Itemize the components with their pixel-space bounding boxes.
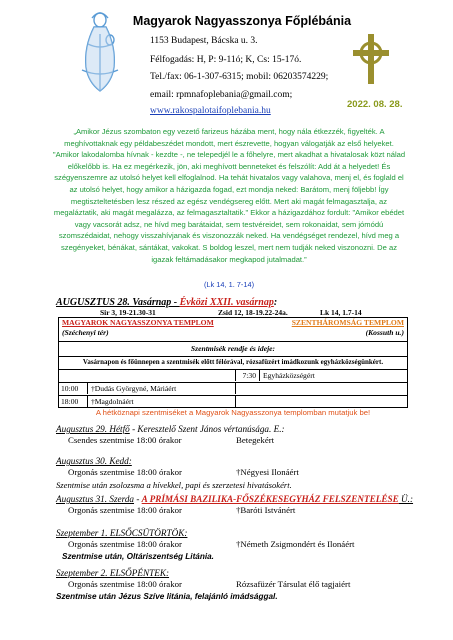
mass-row (58, 369, 408, 382)
sunday-schedule-table (58, 317, 408, 408)
mass-line (56, 434, 436, 447)
mass-intention: †Magdolnáért (91, 397, 134, 406)
day-date: Szeptember 2. ELSŐPÉNTEK: (56, 568, 170, 578)
day-entry (56, 494, 446, 517)
mass-intention: Rózsafüzér Társulat élő tagjaiért (236, 579, 351, 589)
mass-intention: †Baróti Istvánért (236, 505, 296, 515)
reading-3: Lk 14, 1.7-14 (320, 308, 362, 317)
mass-intention: †Négyesi Ilonáért (236, 467, 299, 477)
day-title (56, 494, 446, 504)
day-title (56, 528, 446, 538)
day-feast: - Keresztelő Szent János vértanúsága. E.: (129, 424, 285, 434)
bulletin-date: 2022. 08. 28. (347, 99, 403, 110)
day-note: Szentmise után zsolozsma a hívekkel, papi és szerzetesi hivatásokért. (56, 480, 292, 490)
mass-row (58, 382, 408, 395)
mass-intention: Betegekért (236, 435, 275, 445)
church2-location: (Kossuth u.) (365, 328, 404, 337)
mass-line (56, 466, 436, 479)
mass-label: Orgonás szentmise 18:00 órakor (68, 467, 182, 477)
day-note: Szentmise után Jézus Szíve litánia, felajánló imádsággal. (56, 592, 278, 601)
day-entry (56, 424, 436, 447)
day-entry (56, 456, 436, 490)
day-note: Szentmise után, Oltáriszentség Litánia. (62, 552, 214, 561)
mass-label: Orgonás szentmise 18:00 órakor (68, 579, 182, 589)
day-feast-sep: - (134, 494, 142, 504)
address: 1153 Budapest, Bácska u. 3. (150, 36, 258, 46)
day-title (56, 568, 446, 578)
day-title (56, 456, 436, 466)
gospel-reference: (Lk 14, 1. 7-14) (203, 280, 255, 289)
day-date: Augusztus 30. Kedd: (56, 456, 132, 466)
church-name: Magyarok Nagyasszonya Főplébánia (132, 14, 352, 28)
mass-label: Csendes szentmise 18:00 órakor (68, 435, 182, 445)
sunday-title-date: AUGUSZTUS 28. Vasárnap - (56, 297, 180, 308)
mass-intention: †Németh Zsigmondért és Ilonáért (236, 539, 355, 549)
intentions-header: Szentmisék rendje és ideje: (190, 344, 276, 353)
mass-label: Orgonás szentmise 18:00 órakor (68, 505, 182, 515)
day-date: Augusztus 31. Szerda (56, 494, 135, 504)
day-date: Szeptember 1. ELSŐCSÜTÖRTÖK: (56, 528, 188, 538)
mass-intention: †Dudás Györgyné, Máriáért (91, 384, 177, 393)
day-date: Augusztus 29. Hétfő (56, 424, 130, 434)
mass-line (56, 504, 446, 517)
gospel-text: „Amikor Jézus szombaton egy vezető farizeus házába ment, hogy nála étkezzék, figyelték. A meghívottaknak egy példabeszédet mondott, mert észrevette, hogyan válogatják az első helyeket. "Amikor lakodalomba hívnak - kezdte -, ne telepedjél le a főhelyre, mert akadhat a hivatalosak közt nálad előkelőbb is. Ha ez megérkezik, jön, aki meghívott benneteket és felszólít: Add át a helyedet! És szégyenszemre az utolsó helyet kell elfoglalnod. Ha tehát hivatalos vagy valahova, menj el, és foglald el az utolsó helyet, hogy amikor a házigazda fogad, ezt mondja neked: Barátom, menj följebb! Így megtiszteltetésben lesz részed az egész vendégsereg előtt. Mert aki magát felmagasztalja, az megaláztatik, aki magát megalázza, az felmagasztaltatik." Ekkor a házigazdához fordult: "Amikor ebédet vagy vacsorát adsz, ne hívd meg barátaidat, sem testvéreidet, sem rokonaidat, sem jómódú szomszédaidat, nehogy visszahívjanak és viszonozzák neked. Ha vendégséget rendezel, hívd meg a szegényeket, bénákat, sántákat, vakokat. S boldog leszel, mert nem tudják neked viszonozni. De az igazak feltámadásakor megkapod jutalmadat.” (52, 127, 406, 264)
office-hours: Félfogadás: H, P: 9-11ó; K, Cs: 15-17ó. (150, 55, 302, 65)
day-title (56, 424, 436, 434)
intentions-header-row (58, 341, 408, 356)
church2-name: SZENTHÁROMSÁG TEMPLOM (291, 318, 404, 327)
mass-line (56, 538, 446, 551)
website-link[interactable]: www.rakospalotaifoplebania.hu (150, 106, 271, 116)
reading-1: Sir 3, 19-21.30-31 (100, 308, 156, 317)
sunday-title-feast: Évközi XXII. vasárnap (179, 297, 274, 308)
mass-time: 10:00 (61, 384, 79, 393)
rosary-note: Vasárnapon és főünnepen a szentmisék előtt félórával, rózsafüzért imádkozunk egyházközségünkért. (82, 358, 384, 366)
reading-2: Zsid 12, 18-19.22-24a. (218, 308, 288, 317)
mass-label: Orgonás szentmise 18:00 órakor (68, 539, 182, 549)
mass-time-2: 7:30 (242, 371, 256, 380)
mass-time: 18:00 (61, 397, 79, 406)
sunday-title-colon: : (273, 297, 278, 308)
email-address: email: rpmnafoplebania@gmail.com; (150, 90, 293, 100)
church1-name: MAGYAROK NAGYASSZONYA TEMPLOM (62, 318, 214, 327)
rosary-note-row (58, 356, 408, 369)
church-names-row (58, 317, 408, 328)
day-feast: A PRÍMÁSI BAZILIKA-FŐSZÉKESEGYHÁZ FELSZENTELÉSE (141, 494, 399, 504)
day-entry (56, 568, 446, 601)
mass-intention-2: Egyházközségért (263, 371, 315, 380)
church-location-row (58, 328, 408, 341)
church1-location: (Széchenyi tér) (62, 328, 109, 337)
weekday-notice: A hétköznapi szentmiséket a Magyarok Nagyasszonya templomban mutatjuk be! (95, 408, 371, 417)
mass-row (58, 395, 408, 408)
day-entry (56, 528, 446, 561)
phone-fax: Tel./fax: 06-1-307-6315; mobil: 06203574229; (150, 72, 329, 82)
sunday-title (56, 297, 277, 308)
mass-line (56, 578, 446, 591)
day-feast-end: Ü.: (398, 494, 414, 504)
